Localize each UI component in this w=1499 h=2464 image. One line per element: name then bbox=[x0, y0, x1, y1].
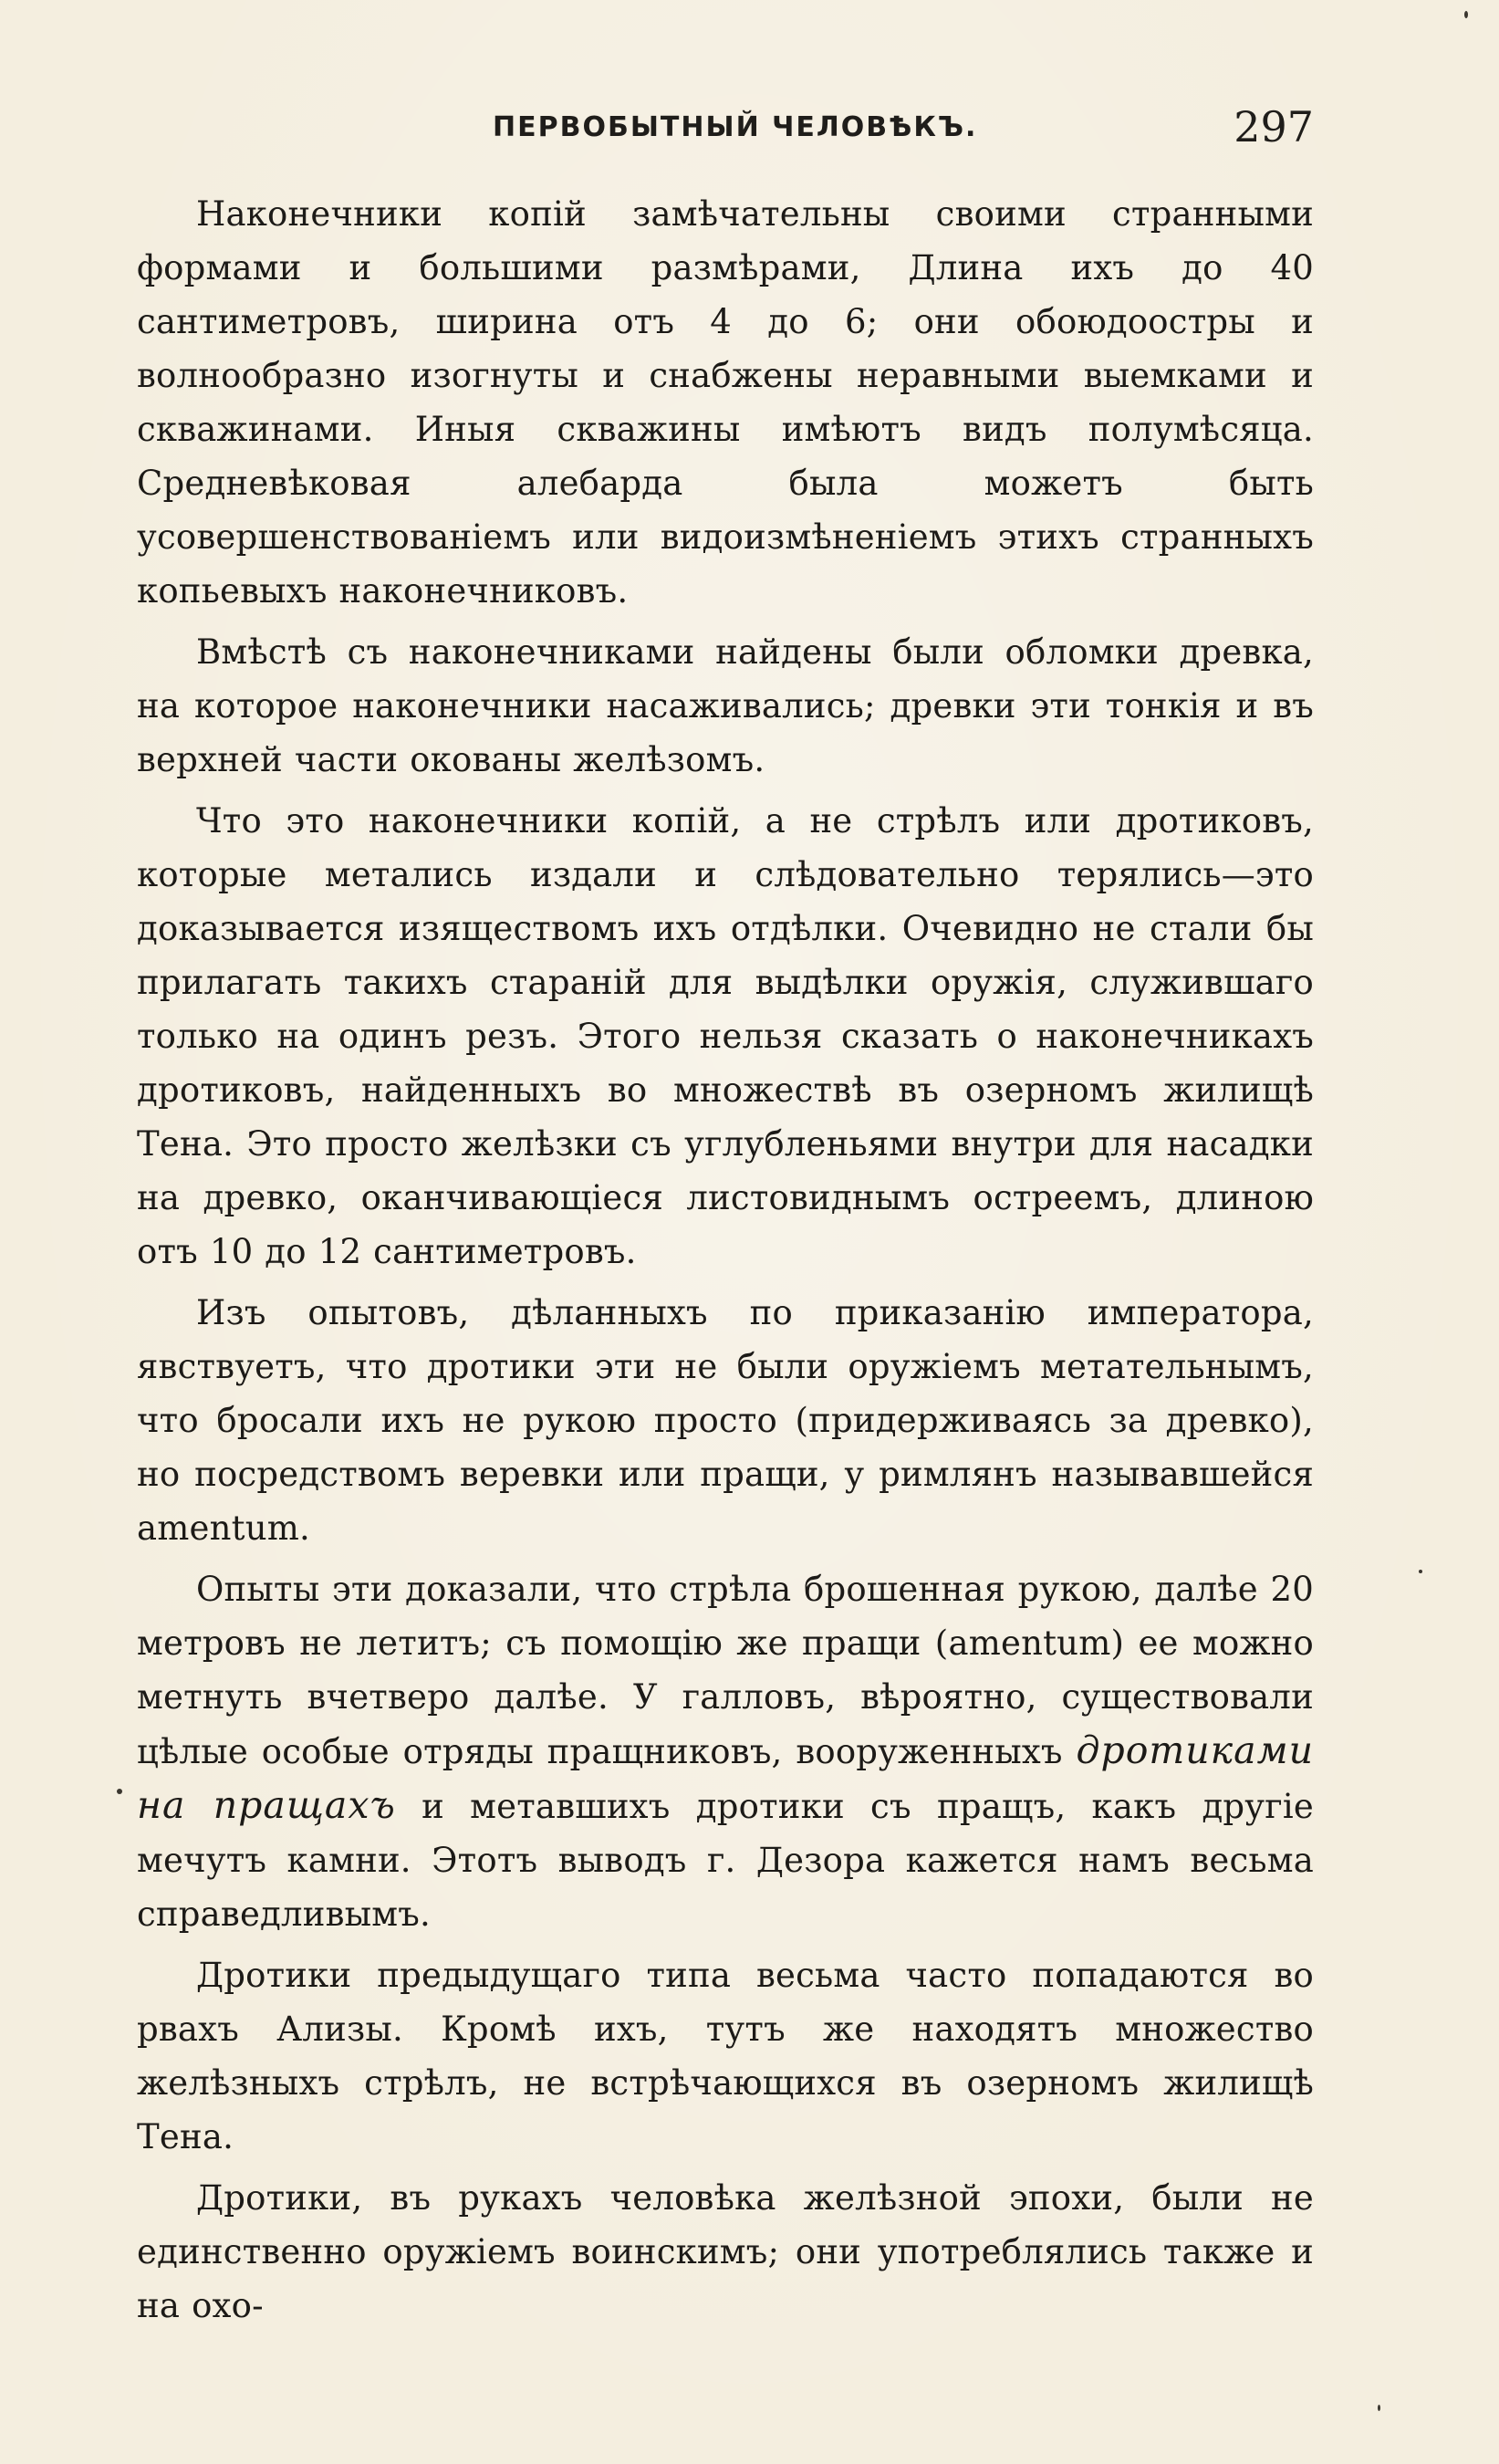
paragraph-iron-age-darts: Дротики, въ рукахъ человѣка желѣзной эпохи, были не единственно оружіемъ воинскимъ; они употреблялись также и на охо- bbox=[137, 2178, 1314, 2325]
text-body bbox=[137, 187, 1314, 2340]
print-speck bbox=[1419, 1570, 1422, 1573]
paragraph-text-after-emphasis: и метавшихъ дротики съ пращъ, какъ другіе мечутъ камни. Этотъ выводъ г. Дезора кажется намъ весьма справедливымъ. bbox=[137, 1787, 1314, 1934]
paragraph-emperor-experiments: Изъ опытовъ, дѣланныхъ по приказанію императора, явствуетъ, что дротики эти не были оружіемъ метательнымъ, что бросали ихъ не рукою просто (придерживаясь за древко), но посредствомъ веревки или пращи, у римлянъ называвшейся amentum. bbox=[137, 1293, 1314, 1548]
running-title: ПЕРВОБЫТНЫЙ ЧЕЛОВѢКЪ. bbox=[493, 111, 978, 143]
running-head bbox=[137, 102, 1314, 157]
paragraph-sling-experiments bbox=[137, 1562, 1314, 1941]
print-speck bbox=[117, 1789, 122, 1794]
page-number: 297 bbox=[1234, 102, 1314, 151]
print-speck bbox=[1378, 2405, 1380, 2411]
paragraph-spears-vs-darts: Что это наконечники копій, а не стрѣлъ или дротиковъ, которые метались издали и слѣдовательно терялись—это доказывается изяществомъ ихъ отдѣлки. Очевидно не стали бы прилагать такихъ стараній для выдѣлки оружія, служившаго только на одинъ резъ. Этого нельзя сказать о наконечникахъ дротиковъ, найденныхъ во множествѣ въ озерномъ жилищѣ Тена. Это просто желѣзки съ углубленьями внутри для насадки на древко, оканчивающіеся листовиднымъ остреемъ, длиною отъ 10 до 12 сантиметровъ. bbox=[137, 801, 1314, 1271]
paragraph-alise-ditches: Дротики предыдущаго типа весьма часто попадаются во рвахъ Ализы. Кромѣ ихъ, тутъ же находятъ множество желѣзныхъ стрѣлъ, не встрѣчающихся въ озерномъ жилищѣ Тена. bbox=[137, 1956, 1314, 2156]
paragraph-shaft-fragments: Вмѣстѣ съ наконечниками найдены были обломки древка, на которое наконечники насаживались; древки эти тонкія и въ верхней части окованы желѣзомъ. bbox=[137, 632, 1314, 779]
paragraph-spear-heads: Наконечники копій замѣчательны своими странными формами и большими размѣрами, Длина ихъ до 40 сантиметровъ, ширина отъ 4 до 6; они обоюдоостры и волнообразно изогнуты и снабжены неравными выемками и скважинами. Иныя скважины имѣютъ видъ полумѣсяца. Средневѣковая алебарда была можетъ быть усовершенствованіемъ или видоизмѣненіемъ этихъ странныхъ копьевыхъ наконечниковъ. bbox=[137, 194, 1314, 611]
emphasized-phrase: дротиками на пращахъ bbox=[137, 1728, 1314, 1827]
paragraph-text-before-emphasis: Опыты эти доказали, что стрѣла брошенная рукою, далѣе 20 метровъ не летитъ; съ помощію же пращи (amentum) ее можно метнуть вчетверо далѣе. У галловъ, вѣроятно, существовали цѣлые особые отряды пращниковъ, вооруженныхъ bbox=[137, 1570, 1314, 1771]
print-speck bbox=[1464, 11, 1468, 18]
